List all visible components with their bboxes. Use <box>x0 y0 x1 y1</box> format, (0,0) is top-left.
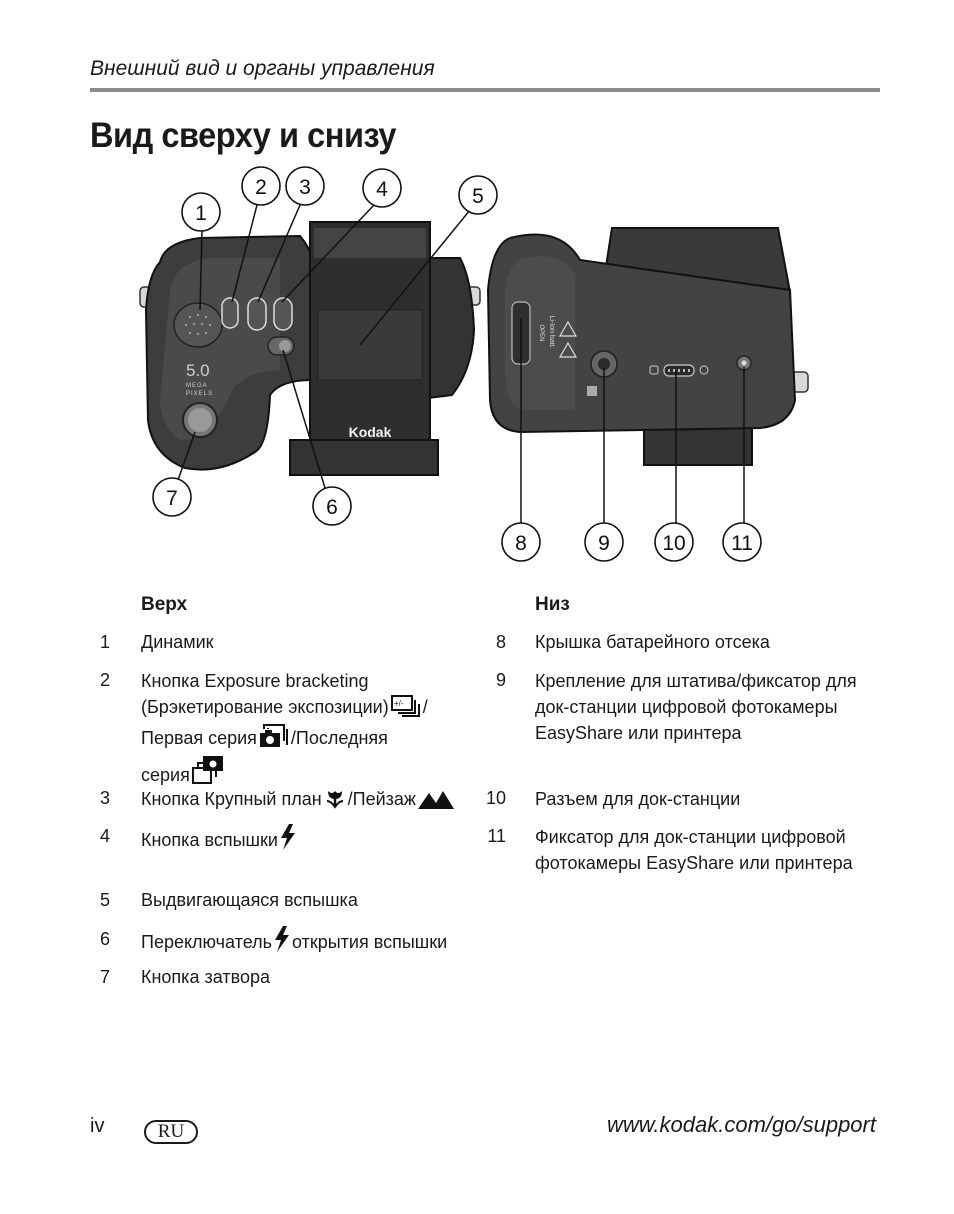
item-text: Разъем для док-станции <box>535 789 741 809</box>
item-line: /Последняя <box>290 728 388 748</box>
item-number: 8 <box>495 632 506 652</box>
item-text <box>141 824 298 857</box>
callout-1: 1 <box>195 202 207 225</box>
item-line: Фиксатор для док-станции цифровой <box>535 827 846 847</box>
item-line: Крепление для штатива/фиксатор для <box>535 671 857 691</box>
item-number: 3 <box>99 788 110 808</box>
item-line: Кнопка вспышки <box>141 830 278 850</box>
item-number: 9 <box>495 670 506 690</box>
flash-icon <box>274 926 290 959</box>
bottom-list-heading: Низ <box>535 594 570 615</box>
item-line: /Пейзаж <box>347 789 416 809</box>
item-number: 10 <box>485 788 506 808</box>
brand-label: Kodak <box>348 424 392 440</box>
item-line: EasyShare или принтера <box>535 723 742 743</box>
item-text: Динамик <box>141 632 214 652</box>
callout-7: 7 <box>166 487 178 510</box>
top-list-heading: Верх <box>141 594 188 615</box>
macro-icon <box>324 787 346 816</box>
item-text: Кнопка затвора <box>141 967 270 987</box>
header-rule <box>90 88 880 92</box>
callout-11: 11 <box>731 532 753 555</box>
item-number: 1 <box>99 632 110 652</box>
item-line: открытия вспышки <box>291 932 448 952</box>
callout-9: 9 <box>598 532 610 555</box>
item-number: 5 <box>99 890 110 910</box>
landscape-icon <box>418 789 454 816</box>
mega-label: MEGA <box>186 383 208 389</box>
camera-bottom-view <box>488 228 808 465</box>
first-burst-icon <box>259 724 289 755</box>
section-header: Внешний вид и органы управления <box>90 57 435 80</box>
callout-3: 3 <box>299 176 311 199</box>
camera-figure <box>0 160 954 580</box>
item-text-multiline <box>535 668 857 746</box>
megapixels-label: 5.0 <box>186 361 210 380</box>
pixels-label: PIXELS <box>186 391 214 397</box>
item-number: 6 <box>99 929 110 949</box>
callout-2: 2 <box>255 176 267 199</box>
support-url[interactable]: www.kodak.com/go/support <box>606 1112 876 1137</box>
item-line: Кнопка Крупный план <box>141 789 322 809</box>
callout-8: 8 <box>515 532 527 555</box>
item-line: Кнопка Exposure bracketing <box>141 671 369 691</box>
svg-text:+/-: +/- <box>393 699 404 708</box>
item-text-multiline <box>141 668 428 792</box>
page-title: Вид сверху и снизу <box>90 116 397 155</box>
open-label: OPEN <box>538 324 544 342</box>
item-text <box>141 926 447 959</box>
item-line: Первая серия <box>141 728 257 748</box>
callout-4: 4 <box>376 178 388 201</box>
item-number: 11 <box>487 826 506 846</box>
item-line: серия <box>141 765 190 785</box>
item-text-multiline <box>535 824 853 876</box>
battery-label: Li-Ion batt. <box>548 315 555 349</box>
item-text: Крышка батарейного отсека <box>535 632 770 652</box>
item-line-suffix: / <box>422 697 428 717</box>
item-number: 2 <box>99 670 110 690</box>
page-number: iv <box>90 1115 105 1137</box>
callout-6: 6 <box>326 496 338 519</box>
item-line: док-станции цифровой фотокамеры <box>535 697 838 717</box>
callout-5: 5 <box>472 185 484 208</box>
item-line: (Брэкетирование экспозиции) <box>141 697 389 717</box>
language-badge: RU <box>144 1120 198 1144</box>
item-text <box>141 786 456 816</box>
flash-icon <box>280 824 296 857</box>
item-number: 7 <box>99 967 110 987</box>
item-text: Выдвигающаяся вспышка <box>141 890 358 910</box>
item-line: фотокамеры EasyShare или принтера <box>535 853 853 873</box>
exposure-bracketing-icon <box>391 695 421 724</box>
item-line: Переключатель <box>141 932 272 952</box>
item-number: 4 <box>99 826 110 846</box>
callout-10: 10 <box>662 532 686 555</box>
